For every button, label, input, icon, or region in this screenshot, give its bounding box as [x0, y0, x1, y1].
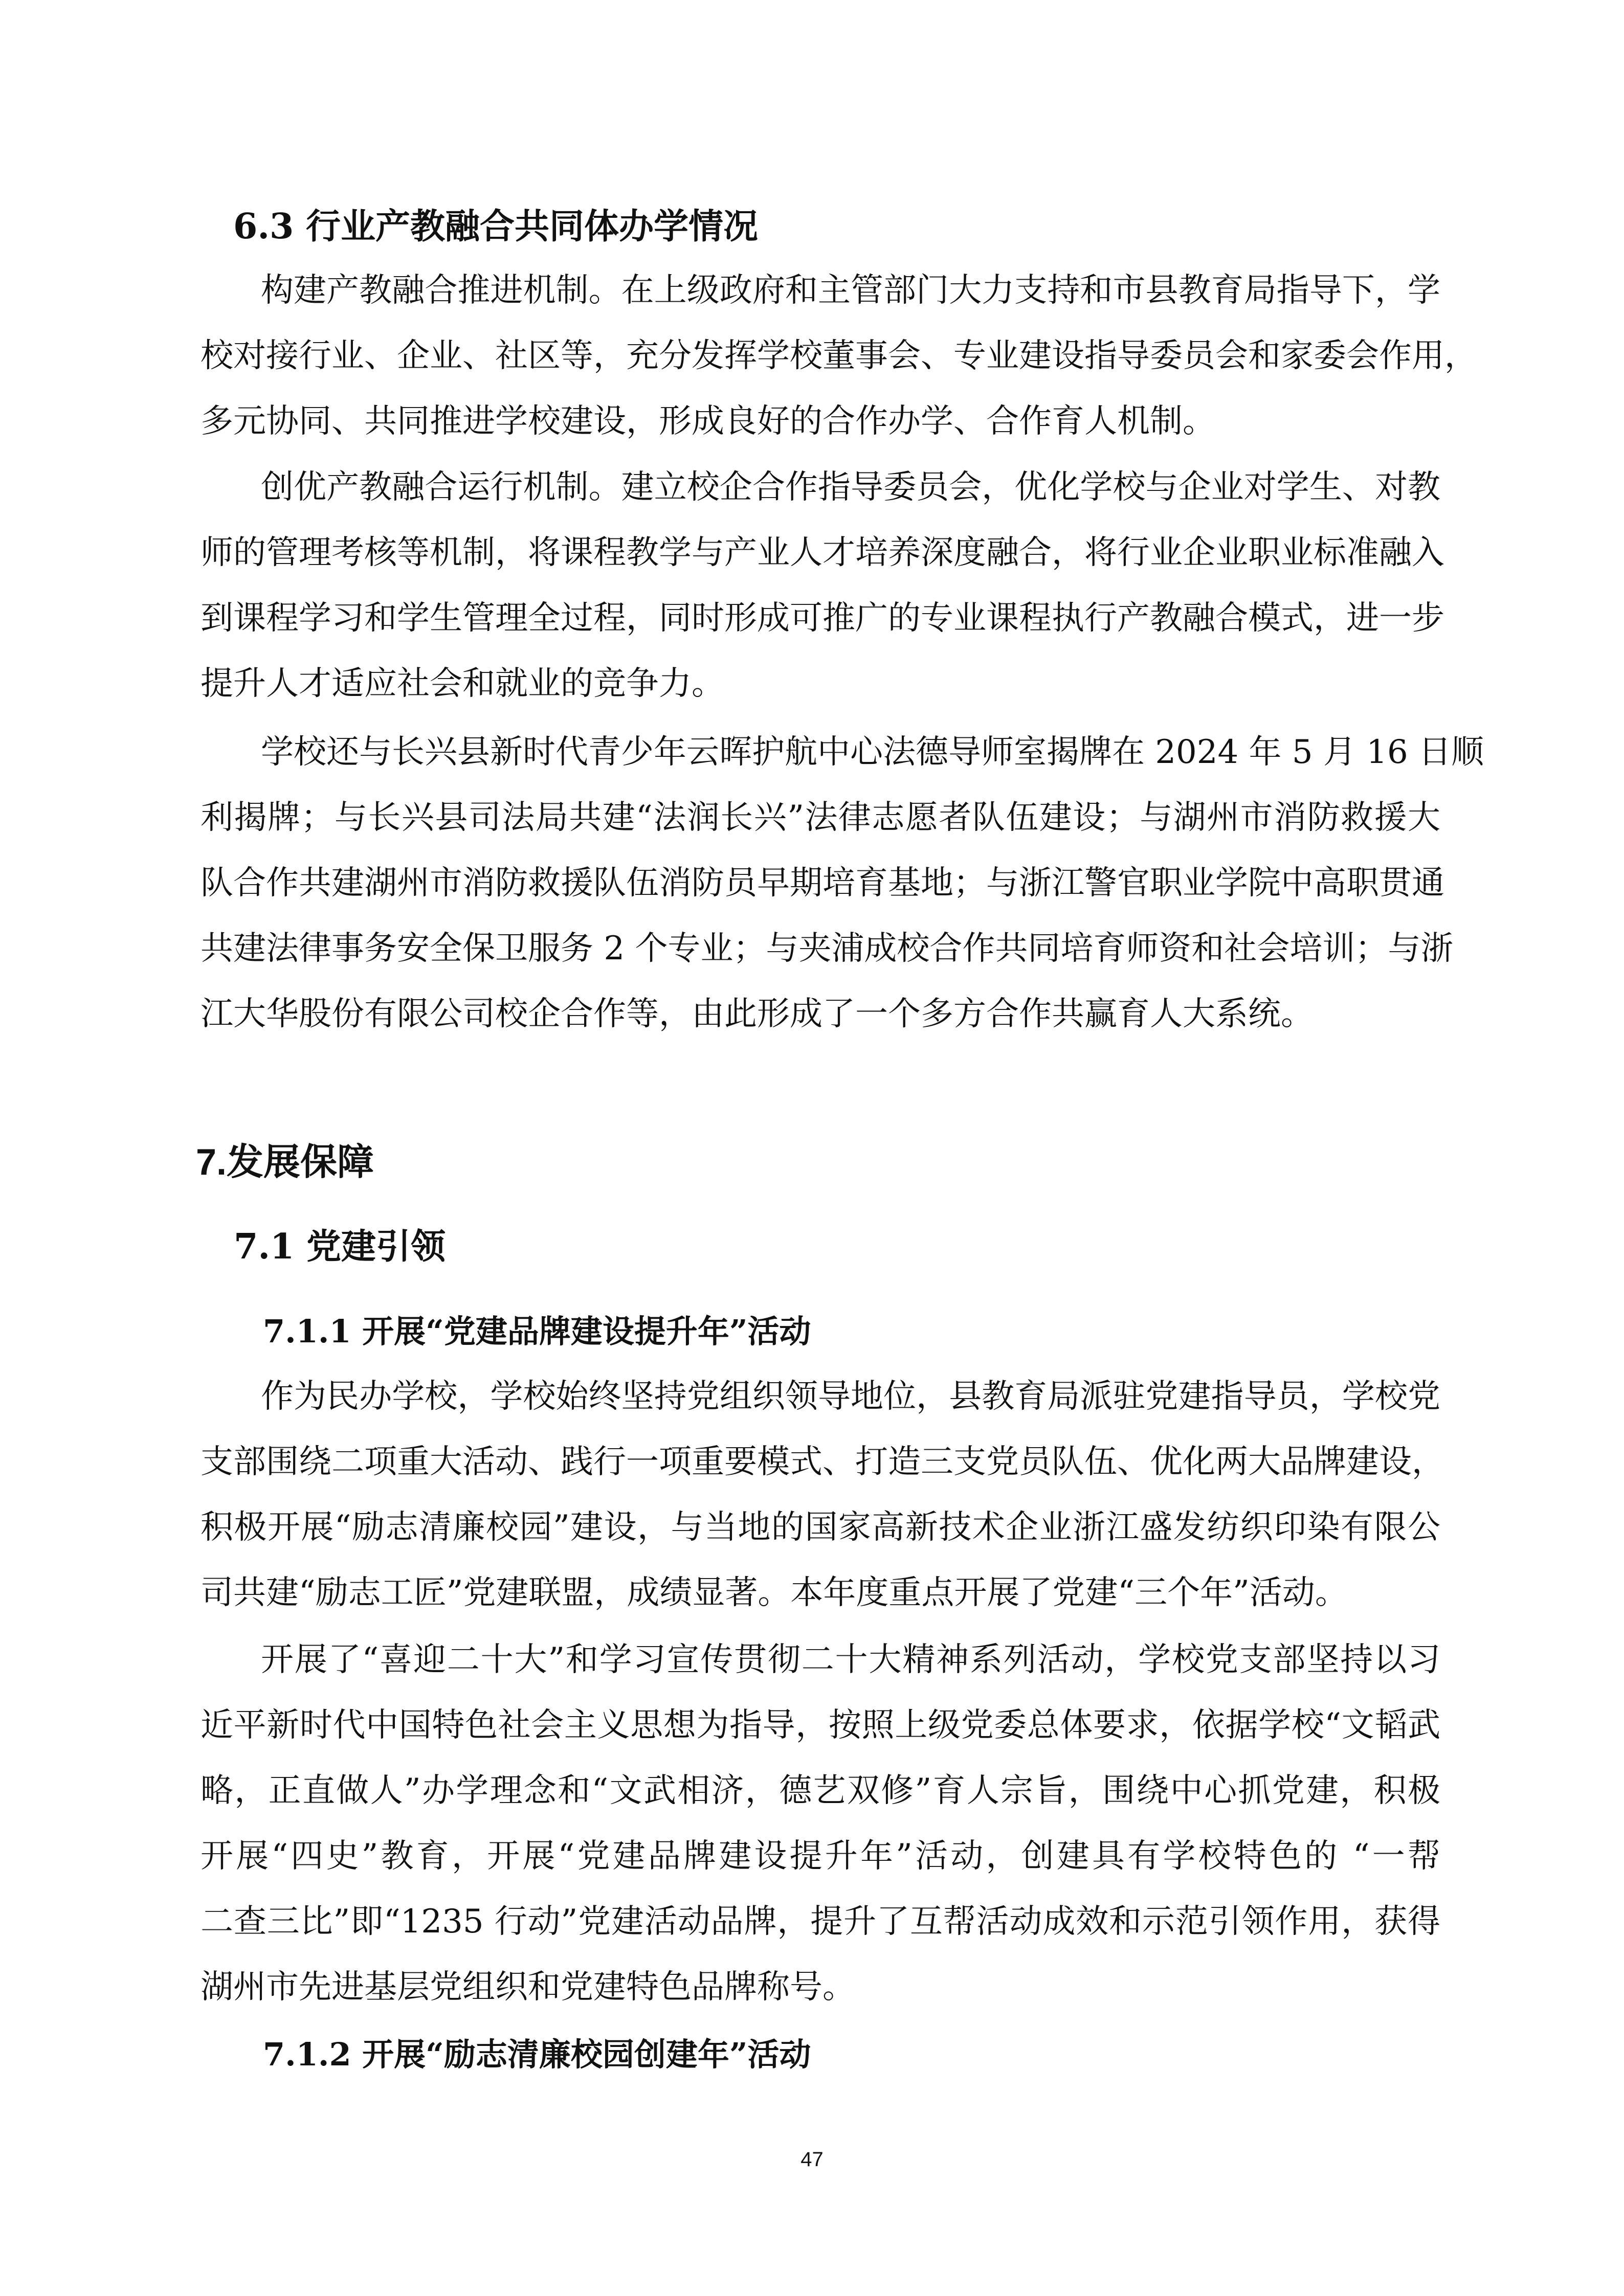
chapter-heading-7: 7.发展保障 — [196, 1142, 374, 1183]
text-line: 积极开展“励志清廉校园”建设，与当地的国家高新技术企业浙江盛发纺织印染有限公 — [201, 1509, 1440, 1546]
text-line: 近平新时代中国特色社会主义思想为指导，按照上级党委总体要求，依据学校“文韬武 — [201, 1706, 1440, 1744]
paragraph-party-activities — [201, 1627, 1440, 2020]
text-line: 队合作共建湖州市消防救援队伍消防员早期培育基地；与浙江警官职业学院中高职贯通 — [201, 864, 1444, 902]
paragraph-partnerships — [201, 719, 1484, 1047]
paragraph-party-leadership — [201, 1364, 1444, 1626]
section-heading-7-1: 7.1 党建引领 — [234, 1226, 446, 1267]
text-line: 湖州市先进基层党组织和党建特色品牌称号。 — [201, 1968, 855, 2006]
text-line: 师的管理考核等机制，将课程教学与产业人才培养深度融合，将行业企业职业标准融入 — [201, 534, 1444, 572]
subsection-heading-7-1-2: 7.1.2 开展“励志清廉校园创建年”活动 — [263, 2036, 811, 2073]
text-line: 略，正直做人”办学理念和“文武相济，德艺双修”育人宗旨，围绕中心抓党建，积极 — [201, 1772, 1440, 1810]
text-line: 司共建“励志工匠”党建联盟，成绩显著。本年度重点开展了党建“三个年”活动。 — [201, 1574, 1348, 1612]
text-line: 共建法律事务安全保卫服务 2 个专业；与夹浦成校合作共同培育师资和社会培训；与浙 — [201, 930, 1454, 967]
text-line: 构建产教融合推进机制。在上级政府和主管部门大力支持和市县教育局指导下，学 — [261, 272, 1440, 309]
section-heading-6-3: 6.3 行业产教融合共同体办学情况 — [233, 206, 758, 247]
page-number: 47 — [800, 2148, 824, 2171]
text-line: 作为民办学校，学校始终坚持党组织领导地位，县教育局派驻党建指导员，学校党 — [261, 1378, 1440, 1415]
text-line: 二查三比”即“1235 行动”党建活动品牌，提升了互帮活动成效和示范引领作用，获得 — [201, 1903, 1440, 1941]
subsection-heading-7-1-1: 7.1.1 开展“党建品牌建设提升年”活动 — [263, 1313, 811, 1350]
text-line: 开展了“喜迎二十大”和学习宣传贯彻二十大精神系列活动，学校党支部坚持以习 — [261, 1641, 1440, 1679]
text-line: 支部围绕二项重大活动、践行一项重要模式、打造三支党员队伍、优化两大品牌建设， — [201, 1443, 1444, 1481]
text-line: 到课程学习和学生管理全过程，同时形成可推广的专业课程执行产教融合模式，进一步 — [201, 599, 1444, 637]
text-line: 多元协同、共同推进学校建设，形成良好的合作办学、合作育人机制。 — [201, 402, 1215, 440]
text-line: 学校还与长兴县新时代青少年云晖护航中心法德导师室揭牌在 2024 年 5 月 16 日顺 — [261, 733, 1484, 771]
text-line: 江大华股份有限公司校企合作等，由此形成了一个多方合作共赢育人大系统。 — [201, 995, 1314, 1033]
text-line: 利揭牌；与长兴县司法局共建“法润长兴”法律志愿者队伍建设；与湖州市消防救援大 — [201, 799, 1440, 837]
text-line: 创优产教融合运行机制。建立校企合作指导委员会，优化学校与企业对学生、对教 — [261, 468, 1440, 506]
paragraph-operation-mechanism — [201, 455, 1444, 716]
paragraph-integration-mechanism — [201, 258, 1477, 454]
text-line: 校对接行业、企业、社区等，充分发挥学校董事会、专业建设指导委员会和家委会作用， — [201, 337, 1477, 375]
text-line: 提升人才适应社会和就业的竞争力。 — [201, 665, 724, 703]
text-line: 开展“四史”教育，开展“党建品牌建设提升年”活动，创建具有学校特色的 “一帮 — [201, 1837, 1440, 1875]
